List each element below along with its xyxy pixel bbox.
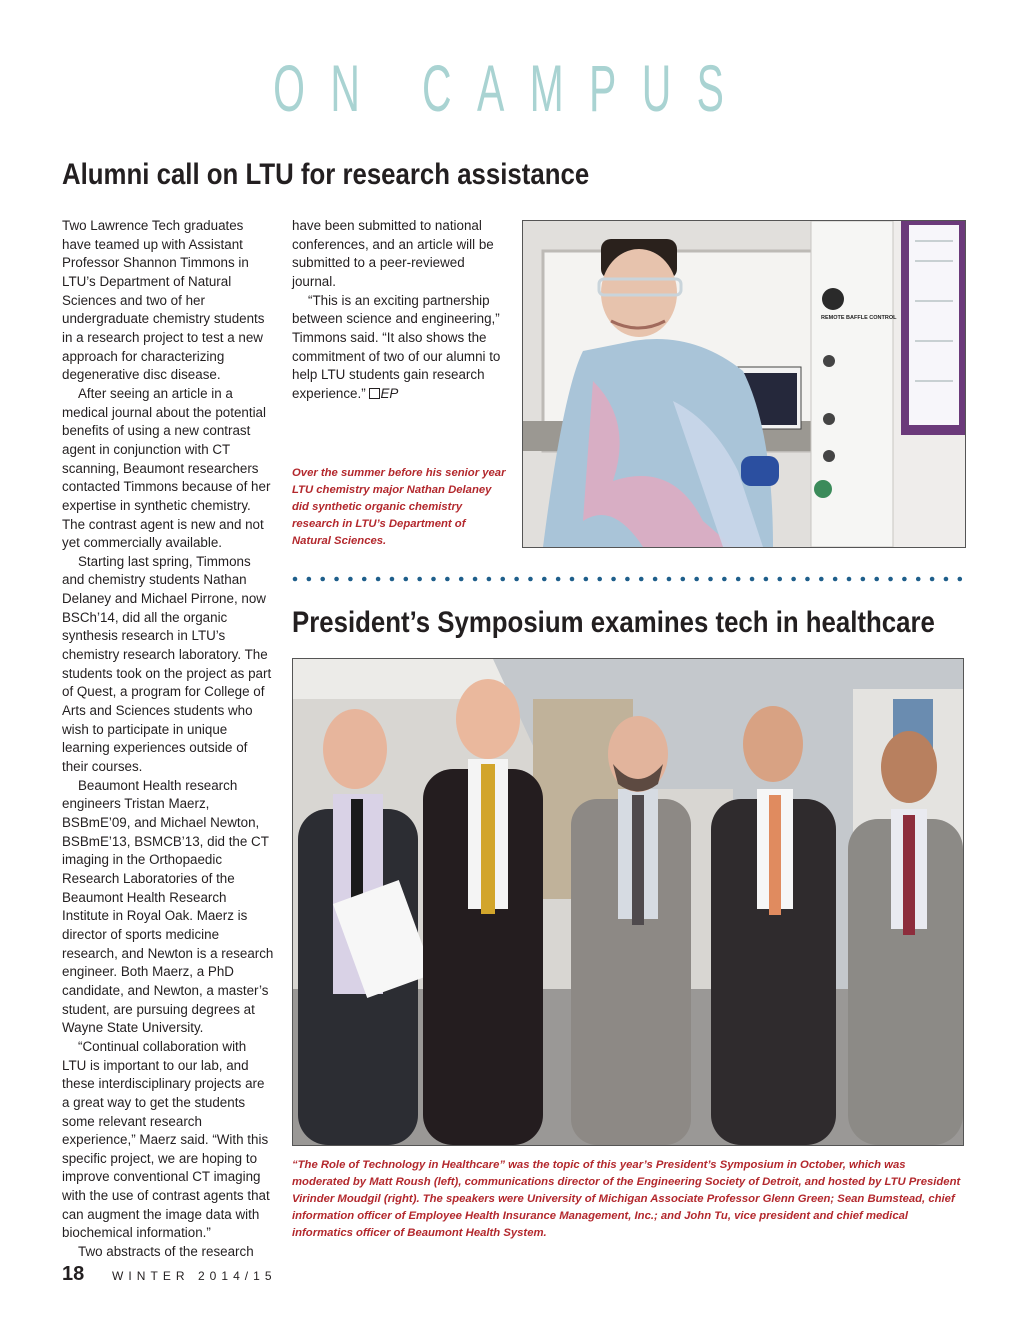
divider-dot	[597, 577, 602, 582]
lab-photo	[522, 220, 966, 548]
divider-dot	[639, 577, 644, 582]
divider-dot	[556, 577, 561, 582]
divider-dot	[944, 577, 949, 582]
divider-dot	[874, 577, 879, 582]
divider-dot	[805, 577, 810, 582]
symposium-photo	[292, 658, 964, 1146]
divider-dot	[500, 577, 505, 582]
page-number: 18	[62, 1263, 85, 1285]
divider-dot	[362, 577, 367, 582]
divider-dot	[667, 577, 672, 582]
divider-dot	[930, 577, 935, 582]
sign-text: REMOTE BAFFLE CONTROL	[821, 315, 897, 321]
paragraph: Beaumont Health research engineers Tristan Maerz, BSBmE’09, and Michael Newton, BSBmE’13, BSMCB’13, did the CT imaging in the Orthopaedic Research Laboratories of the Beaumont Health Research Institute in Royal Oak. Maerz is director of sports medicine research, and Newton is a research engineer. Both Maerz, a PhD candidate, and Newton, a master’s student, are pursuing degrees at Wayne State University.	[62, 777, 274, 1036]
divider-dot	[307, 577, 312, 582]
divider-dot	[376, 577, 381, 582]
divider-dot	[417, 577, 422, 582]
paragraph: Two abstracts of the research	[78, 1244, 254, 1260]
divider-dot	[611, 577, 616, 582]
paragraph: Two Lawrence Tech graduates have teamed up with Assistant Professor Shannon Timmons in LTU’s Department of Natural Sciences and two of her undergraduate chemistry students in a research project to test a new approach for characterizing degenerative disc disease.	[62, 218, 265, 383]
article-column-1	[62, 217, 274, 1262]
divider-dot	[764, 577, 769, 582]
divider-dot	[861, 577, 866, 582]
article-column-2	[292, 217, 506, 404]
divider-dot	[694, 577, 699, 582]
divider-dot	[958, 577, 963, 582]
divider-dot	[847, 577, 852, 582]
divider-dot	[722, 577, 727, 582]
divider-dot	[888, 577, 893, 582]
issue-label: WINTER 2014/15	[112, 1269, 277, 1283]
divider-dot	[736, 577, 741, 582]
divider-dot	[473, 577, 478, 582]
divider-dot	[681, 577, 686, 582]
divider-dot	[487, 577, 492, 582]
divider-dot	[750, 577, 755, 582]
divider-dot	[791, 577, 796, 582]
photo-caption: Over the summer before his senior year LTU chemistry major Nathan Delaney did synthetic organic chemistry research in LTU’s Department of Natural Sciences.	[292, 467, 506, 548]
divider-dot	[445, 577, 450, 582]
divider-dot	[708, 577, 713, 582]
divider-dot	[570, 577, 575, 582]
divider-dot	[916, 577, 921, 582]
paragraph: “Continual collaboration with LTU is important to our lab, and these interdisciplinary projects are a great way to get the students some relevant research experience,” Maerz said. “With this specific project, we are hoping to improve conventional CT imaging with the use of contrast agents that can augment the image data with biochemical information.”	[62, 1038, 270, 1241]
divider-dot	[833, 577, 838, 582]
divider-dot	[528, 577, 533, 582]
paragraph-text: “This is an exciting partnership between science and engineering,” Timmons said. “It also shows the commitment of two of our alumni to help LTU students gain research experience.”	[292, 292, 501, 401]
divider-dot	[819, 577, 824, 582]
divider-dot	[542, 577, 547, 582]
divider-dot	[777, 577, 782, 582]
divider-dot	[514, 577, 519, 582]
section-label: ON CAMPUS	[273, 51, 750, 125]
divider-dot	[334, 577, 339, 582]
article-headline: President’s Symposium examines tech in healthcare	[292, 606, 935, 639]
photo-caption: “The Role of Technology in Healthcare” was the topic of this year’s President’s Symposium in October, which was moderated by Matt Roush (left), communications director of the Engineering Society of Detroit, and hosted by LTU President Virinder Moudgil (right). The speakers were University of Michigan Associate Professor Glenn Green; Sean Bumstead, chief information officer of Employee Health Insurance Management, Inc.; and John Tu, vice president and chief medical informatics officer of Beaumont Health System.	[292, 1159, 961, 1240]
divider-dot	[404, 577, 409, 582]
end-mark-icon	[369, 388, 380, 399]
divider-dot	[653, 577, 658, 582]
author-initials: EP	[380, 385, 399, 401]
divider-dot	[293, 577, 298, 582]
divider-dot	[390, 577, 395, 582]
article-headline: Alumni call on LTU for research assistance	[62, 158, 590, 191]
paragraph: Starting last spring, Timmons and chemistry students Nathan Delaney and Michael Pirrone, now BSCh’14, did all the organic synthesis research in LTU’s chemistry research laboratory. The students took on the project as part of Quest, a program for College of Arts and Sciences students who wish to participate in unique learning experiences outside of their courses.	[62, 553, 272, 775]
divider-dot	[584, 577, 589, 582]
divider-dot	[625, 577, 630, 582]
paragraph: After seeing an article in a medical journal about the potential benefits of using a new contrast agent in conjunction with CT scanning, Beaumont researchers contacted Timmons because of her expertise in synthetic chemistry. The contrast agent is new and not yet commercially available.	[62, 385, 271, 551]
divider-dot	[459, 577, 464, 582]
paragraph	[292, 292, 506, 404]
paragraph: have been submitted to national conferences, and an article will be submitted to a peer-reviewed journal.	[292, 218, 494, 289]
divider-dot	[431, 577, 436, 582]
divider-dot	[902, 577, 907, 582]
section-divider	[292, 575, 964, 583]
divider-dot	[348, 577, 353, 582]
symposium-photo-illustration	[293, 659, 963, 1145]
divider-dot	[320, 577, 325, 582]
lab-photo-illustration	[523, 221, 965, 547]
